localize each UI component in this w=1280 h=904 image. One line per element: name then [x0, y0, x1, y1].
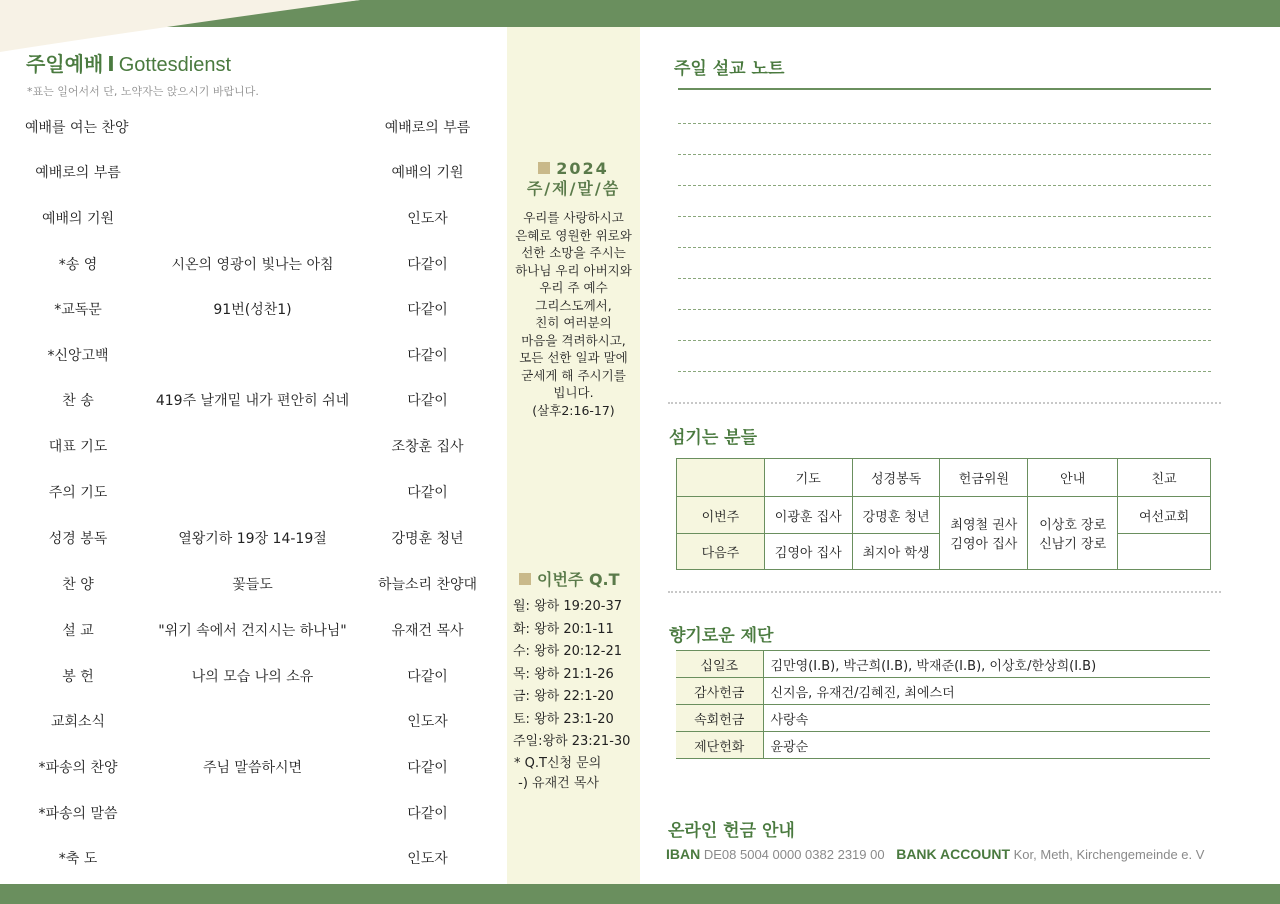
order-item: 교회소식: [50, 714, 106, 730]
worship-title-de: Gottesdienst: [118, 54, 232, 76]
offering-value: 윤광순: [763, 732, 1210, 759]
order-content: 주님 말씀하시면: [202, 760, 303, 776]
order-row: [0, 574, 500, 596]
order-row: [0, 620, 500, 642]
order-item: 예배로의 부름: [35, 165, 121, 181]
note-line: [678, 371, 1211, 372]
online-giving-title: 온라인 헌금 안내: [668, 821, 795, 841]
order-content: 꽃들도: [232, 577, 273, 593]
offering-row: [676, 678, 1210, 705]
qt-day: 월: 왕하 19:20-37: [513, 599, 623, 614]
verse-line: 우리 주 예수: [539, 280, 608, 295]
qt-note-line: * Q.T신청 문의: [514, 756, 602, 771]
order-row: [0, 482, 500, 504]
order-content: 나의 모습 나의 소유: [191, 669, 314, 685]
qt-day: 토: 왕하 23:1-20: [513, 711, 614, 727]
order-item: *축 도: [58, 851, 98, 867]
order-item: *신앙고백: [47, 348, 109, 364]
worship-title: [26, 48, 231, 77]
servers-header: 성경봉독: [852, 459, 940, 497]
verse-line: 빕니다.: [553, 385, 594, 400]
servers-row-this-week: [677, 497, 1211, 534]
offering-team-name: 김영아 집사: [950, 537, 1018, 552]
order-row: [0, 299, 500, 321]
servers-cell-empty: [1118, 534, 1211, 570]
qt-note: [514, 754, 601, 794]
order-item: *파송의 찬양: [38, 760, 118, 776]
middle-panel: [507, 27, 640, 884]
usher-name: 이상호 장로: [1039, 518, 1107, 533]
order-item: *교독문: [54, 302, 102, 318]
verse-line: 선한 소망을 주시는: [521, 245, 626, 260]
order-item: 찬 양: [62, 577, 94, 593]
sermon-note-title: 주일 설교 노트: [674, 59, 785, 79]
offering-row: [676, 705, 1210, 732]
order-content: 시온의 영광이 빛나는 아침: [171, 257, 334, 273]
order-leader: 강명훈 청년: [391, 531, 464, 547]
verse-line: 모든 선한 일과 말에: [519, 350, 628, 365]
qt-day: 목: 왕하 21:1-26: [513, 666, 614, 682]
order-item: 예배의 기원: [41, 211, 115, 227]
theme-title: 주/제/말/씀: [526, 179, 621, 198]
verse-reference: (살후2:16-17): [532, 402, 615, 418]
order-content: 419주 날개밑 내가 편안히 쉬네: [155, 393, 350, 409]
square-bullet-icon: [519, 573, 531, 585]
offering-table: [676, 650, 1210, 759]
theme-verse: [513, 209, 634, 419]
order-leader: 다같이: [407, 760, 448, 776]
order-row: [0, 208, 500, 230]
order-item: 주의 기도: [48, 485, 108, 501]
offering-row: [676, 732, 1210, 759]
order-leader: 인도자: [407, 211, 448, 227]
section-divider: [668, 591, 1221, 593]
servers-header: 안내: [1028, 459, 1118, 497]
order-item: 봉 헌: [62, 669, 94, 685]
order-content: 91번(성찬1): [213, 302, 292, 318]
order-leader: 하늘소리 찬양대: [377, 577, 478, 593]
order-row: [0, 711, 500, 733]
servers-title: 섬기는 분들: [669, 428, 758, 448]
order-item: *송 영: [58, 257, 98, 273]
servers-cell: 최지아 학생: [852, 534, 940, 570]
offering-title: 향기로운 제단: [669, 626, 774, 646]
order-leader: 다같이: [407, 257, 448, 273]
order-content: 열왕기하 19장 14-19절: [178, 531, 327, 547]
iban-label: IBAN: [666, 846, 701, 862]
iban-value: DE08 5004 0000 0382 2319 00: [703, 847, 885, 862]
sermon-note-rule: [678, 88, 1211, 90]
order-leader: 다같이: [407, 393, 448, 409]
order-row: [0, 345, 500, 367]
qt-day: 수: 왕하 20:12-21: [513, 644, 623, 659]
offering-label: 감사헌금: [676, 678, 763, 705]
account-value: Kor, Meth, Kirchengemeinde e. V: [1013, 847, 1205, 862]
verse-line: 친히 여러분의: [535, 315, 612, 330]
order-leader: 다같이: [407, 302, 448, 318]
servers-header: 기도: [764, 459, 852, 497]
section-divider: [668, 402, 1221, 404]
order-item: 성경 봉독: [48, 531, 108, 547]
order-leader: 인도자: [407, 851, 448, 867]
verse-line: 굳세게 해 주시기를: [521, 367, 626, 383]
bottom-band: [0, 884, 1280, 904]
order-row: [0, 117, 500, 139]
worship-note: *표는 일어서서 단, 노약자는 앉으시기 바랍니다.: [27, 85, 259, 98]
servers-cell: 김영아 집사: [764, 534, 852, 570]
bank-info: [666, 846, 1212, 862]
servers-cell: 이광훈 집사: [764, 497, 852, 534]
order-item: 예배를 여는 찬양: [25, 120, 129, 136]
order-row: [0, 757, 500, 779]
order-item: 설 교: [62, 623, 94, 639]
offering-row: [676, 651, 1210, 678]
offering-value: 김만영(I.B), 박근희(I.B), 박재준(I.B), 이상호/한상희(I.B): [763, 651, 1210, 678]
servers-header-blank: [677, 459, 765, 497]
servers-table: [676, 458, 1211, 570]
theme-year: 2024: [556, 159, 609, 178]
order-row: [0, 162, 500, 184]
note-line: [678, 154, 1211, 155]
order-row: [0, 528, 500, 550]
square-bullet-icon: [538, 162, 550, 174]
note-line: [678, 216, 1211, 217]
order-row: [0, 254, 500, 276]
ushers-cell: [1028, 497, 1118, 570]
qt-note-line: -) 유재건 목사: [514, 776, 599, 791]
offering-team-name: 최영철 권사: [950, 518, 1018, 533]
note-line: [678, 123, 1211, 124]
row-label: 다음주: [677, 534, 765, 570]
offering-value: 사랑속: [763, 705, 1210, 732]
servers-header: 헌금위원: [940, 459, 1028, 497]
verse-line: 마음을 격려하시고,: [521, 332, 626, 348]
order-content: "위기 속에서 건지시는 하나님": [158, 623, 347, 639]
note-line: [678, 309, 1211, 310]
order-leader: 다같이: [407, 348, 448, 364]
order-row: [0, 803, 500, 825]
order-leader: 인도자: [407, 714, 448, 730]
order-row: [0, 436, 500, 458]
order-leader: 예배의 기원: [391, 165, 464, 181]
servers-cell: 강명훈 청년: [852, 497, 940, 534]
verse-line: 하나님 우리 아버지와: [515, 262, 632, 278]
qt-heading: [519, 567, 620, 590]
order-leader: 다같이: [407, 485, 448, 501]
order-leader: 다같이: [407, 669, 448, 685]
servers-cell: 여선교회: [1118, 497, 1211, 534]
worship-title-ko: 주일예배: [26, 52, 104, 76]
verse-line: 은혜로 영원한 위로와: [515, 227, 632, 243]
account-label: BANK ACCOUNT: [896, 846, 1011, 862]
note-line: [678, 278, 1211, 279]
offering-team-cell: [940, 497, 1028, 570]
qt-title: 이번주 Q.T: [537, 570, 620, 589]
row-label: 이번주: [677, 497, 765, 534]
order-row: [0, 666, 500, 688]
note-line: [678, 247, 1211, 248]
offering-label: 속회헌금: [676, 705, 763, 732]
order-row: [0, 390, 500, 412]
order-leader: 다같이: [407, 806, 448, 822]
order-leader: 예배로의 부름: [384, 120, 471, 136]
offering-label: 십일조: [676, 651, 763, 678]
theme-heading: [507, 159, 640, 199]
servers-header-row: [677, 459, 1211, 497]
verse-line: 그리스도께서,: [535, 297, 612, 313]
verse-line: 우리를 사랑하시고: [523, 210, 624, 225]
order-item: 대표 기도: [48, 439, 108, 455]
qt-list: [513, 596, 630, 754]
qt-day: 주일:왕하 23:21-30: [513, 734, 631, 749]
order-leader: 유재건 목사: [391, 623, 464, 639]
order-item: 찬 송: [62, 393, 94, 409]
order-row: [0, 848, 500, 870]
usher-name: 신남기 장로: [1039, 537, 1107, 552]
note-line: [678, 185, 1211, 186]
order-leader: 조창훈 집사: [391, 439, 464, 455]
offering-label: 제단헌화: [676, 732, 763, 759]
qt-day: 금: 왕하 22:1-20: [513, 689, 614, 704]
offering-value: 신지음, 유재건/김혜진, 최에스더: [763, 678, 1210, 705]
servers-header: 친교: [1118, 459, 1211, 497]
title-separator: I: [107, 52, 115, 76]
qt-day: 화: 왕하 20:1-11: [513, 621, 614, 637]
note-line: [678, 340, 1211, 341]
order-item: *파송의 말씀: [38, 806, 118, 822]
